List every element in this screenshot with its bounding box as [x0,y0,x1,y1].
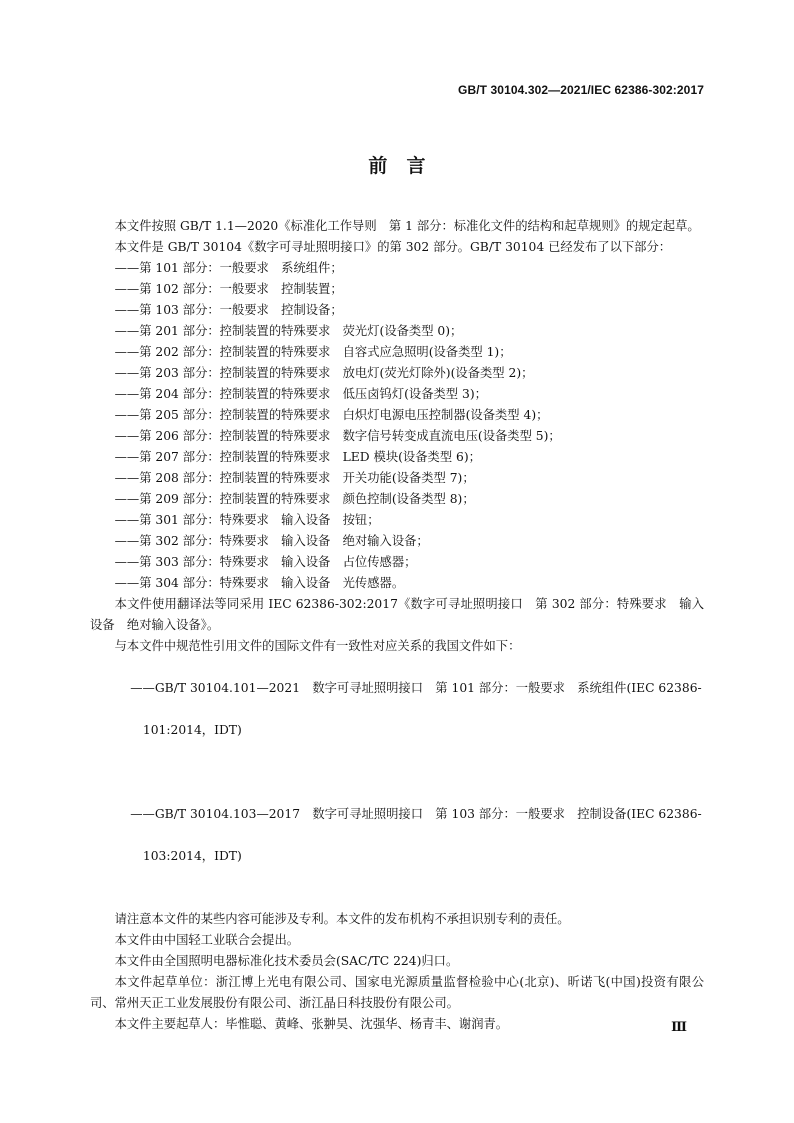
list-item: ——第 209 部分：控制装置的特殊要求 颜色控制(设备类型 8)； [114,492,475,506]
paragraph-patent-notice: 请注意本文件的某些内容可能涉及专利。本文件的发布机构不承担识别专利的责任。 [114,912,570,926]
list-item: ——第 202 部分：控制装置的特殊要求 自容式应急照明(设备类型 1)； [114,345,512,359]
paragraph-series-intro: 本文件是 GB/T 30104《数字可寻址照明接口》的第 302 部分。GB/T 30104 已经发布了以下部分： [114,240,672,254]
correspondence-line1: ——GB/T 30104.101—2021 数字可寻址照明接口 第 101 部分：一般要求 系统组件(IEC 62386- [130,681,702,695]
list-item: ——第 201 部分：控制装置的特殊要求 荧光灯(设备类型 0)； [114,324,463,338]
paragraph-drafting-rules: 本文件按照 GB/T 1.1—2020《标准化工作导则 第 1 部分：标准化文件的结构和起草规则》的规定起草。 [114,219,700,233]
correspondence-line1: ——GB/T 30104.103—2017 数字可寻址照明接口 第 103 部分：一般要求 控制设备(IEC 62386- [130,807,702,821]
list-item: ——第 208 部分：控制装置的特殊要求 开关功能(设备类型 7)； [114,471,475,485]
paragraph-translation-method: 本文件使用翻译法等同采用 IEC 62386-302:2017《数字可寻址照明接口 第 302 部分：特殊要求 输入设备 绝对输入设备》。 [90,597,704,632]
list-item: ——第 203 部分：控制装置的特殊要求 放电灯(荧光灯除外)(设备类型 2)； [114,366,534,380]
list-item: ——第 207 部分：控制装置的特殊要求 LED 模块(设备类型 6)； [114,450,481,464]
list-item: ——第 102 部分：一般要求 控制装置； [114,282,343,296]
page-number: Ⅲ [671,1020,687,1035]
correspondence-item [90,657,704,783]
paragraph-correspondence-intro: 与本文件中规范性引用文件的国际文件有一致性对应关系的我国文件如下： [114,639,521,653]
paragraph-drafters: 本文件主要起草人：毕惟聪、黄峰、张翀昊、沈强华、杨青丰、谢润青。 [114,1017,509,1031]
list-item: ——第 303 部分：特殊要求 输入设备 占位传感器； [114,555,417,569]
correspondence-line2: 101:2014，IDT) [142,723,242,737]
list-item: ——第 204 部分：控制装置的特殊要求 低压卤钨灯(设备类型 3)； [114,387,487,401]
list-item: ——第 302 部分：特殊要求 输入设备 绝对输入设备； [114,534,429,548]
list-item: ——第 205 部分：控制装置的特殊要求 白炽灯电源电压控制器(设备类型 4)； [114,408,549,422]
correspondence-item [90,783,704,909]
paragraph-drafting-units: 本文件起草单位：浙江博上光电有限公司、国家电光源质量监督检验中心(北京)、昕诺飞(中国)投资有限公司、常州天正工业发展股份有限公司、浙江晶日科技股份有限公司。 [90,975,704,1010]
paragraph-technical-committee: 本文件由全国照明电器标准化技术委员会(SAC/TC 224)归口。 [114,954,459,968]
list-item: ——第 301 部分：特殊要求 输入设备 按钮； [114,513,380,527]
list-item: ——第 101 部分：一般要求 系统组件； [114,261,343,275]
foreword-body [90,216,704,1035]
correspondence-line2: 103:2014，IDT) [142,849,242,863]
paragraph-proposer: 本文件由中国轻工业联合会提出。 [114,933,300,947]
page-title: 前 言 [368,155,426,177]
list-item: ——第 206 部分：控制装置的特殊要求 数字信号转变成直流电压(设备类型 5)； [114,429,561,443]
list-item: ——第 103 部分：一般要求 控制设备； [114,303,343,317]
standard-number-header: GB/T 30104.302—2021/IEC 62386-302:2017 [458,83,704,97]
list-item: ——第 304 部分：特殊要求 输入设备 光传感器。 [114,576,405,590]
